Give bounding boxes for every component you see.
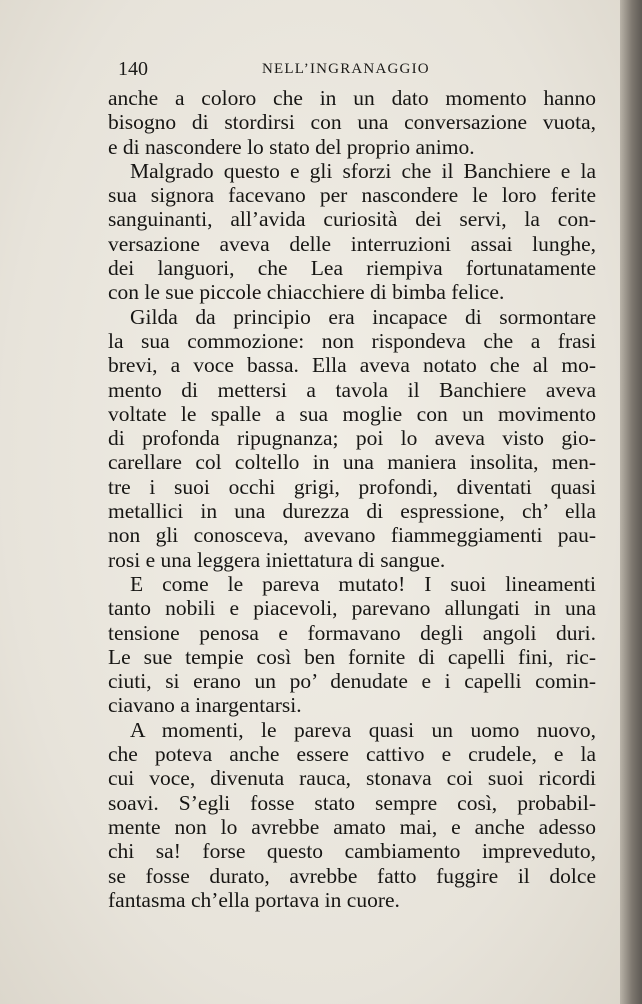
text-line: bisogno di stordirsi con una conversazione vuota,	[108, 110, 596, 135]
body-text	[108, 86, 596, 912]
text-line: anche a coloro che in un dato momento hanno	[108, 86, 596, 110]
text-line: e di nascondere lo stato del proprio animo.	[108, 134, 475, 159]
text-line: tensione penosa e formavano degli angoli duri.	[108, 620, 596, 645]
text-line: con le sue piccole chiacchiere di bimba felice.	[108, 280, 505, 305]
text-line: ciuti, si erano un po’ denudate e i capelli comin-	[108, 669, 596, 694]
text-line: cui voce, divenuta rauca, stonava coi suoi ricordi	[108, 766, 596, 791]
text-line: E come le pareva mutato! I suoi lineamenti	[130, 571, 596, 596]
page-edge-shadow	[620, 0, 642, 1004]
text-line: Gilda da principio era incapace di sormontare	[130, 304, 596, 329]
page-number: 140	[118, 58, 148, 80]
text-line: se fosse durato, avrebbe fatto fuggire il dolce	[108, 863, 596, 888]
text-line: A momenti, le pareva quasi un uomo nuovo,	[130, 717, 596, 742]
text-line: voltate le spalle a sua moglie con un movimento	[108, 401, 596, 426]
text-line: sua signora facevano per nascondere le loro ferite	[108, 183, 596, 208]
text-line: brevi, a voce bassa. Ella aveva notato che al mo-	[108, 353, 596, 378]
text-line: tre i suoi occhi grigi, profondi, diventati quasi	[108, 474, 596, 499]
text-line: mente non lo avrebbe amato mai, e anche adesso	[108, 814, 596, 839]
text-line: versazione aveva delle interruzioni assai lunghe,	[108, 231, 596, 256]
text-line: soavi. S’egli fosse stato sempre così, probabil-	[108, 790, 596, 815]
text-line: metallici in una durezza di espressione, ch’ ella	[108, 499, 596, 524]
text-line: Le sue tempie così ben fornite di capelli fini, ric-	[108, 644, 596, 669]
text-line: non gli conosceva, avevano fiammeggiamenti pau-	[108, 523, 596, 548]
text-line: tanto nobili e piacevoli, parevano allungati in una	[108, 596, 596, 621]
text-line: la sua commozione: non rispondeva che a frasi	[108, 328, 596, 353]
text-line: che poteva anche essere cattivo e crudele, e la	[108, 742, 596, 767]
text-line: fantasma ch’ella portava in cuore.	[108, 887, 400, 912]
text-line: ciavano a inargentarsi.	[108, 693, 302, 718]
running-title: NELL’INGRANAGGIO	[262, 61, 430, 77]
text-line: rosi e una leggera iniettatura di sangue.	[108, 547, 446, 572]
text-line: dei languori, che Lea riempiva fortunatamente	[108, 256, 596, 281]
text-line: carellare col coltello in una maniera insolita, men-	[108, 450, 596, 475]
text-line: sanguinanti, all’avida curiosità dei servi, la con-	[108, 207, 596, 232]
text-line: mento di mettersi a tavola il Banchiere aveva	[108, 377, 596, 402]
page-header	[118, 58, 598, 88]
text-line: chi sa! forse questo cambiamento impreveduto,	[108, 839, 596, 864]
text-line: Malgrado questo e gli sforzi che il Banchiere e la	[130, 158, 596, 183]
text-line: di profonda ripugnanza; poi lo aveva visto gio-	[108, 426, 596, 451]
